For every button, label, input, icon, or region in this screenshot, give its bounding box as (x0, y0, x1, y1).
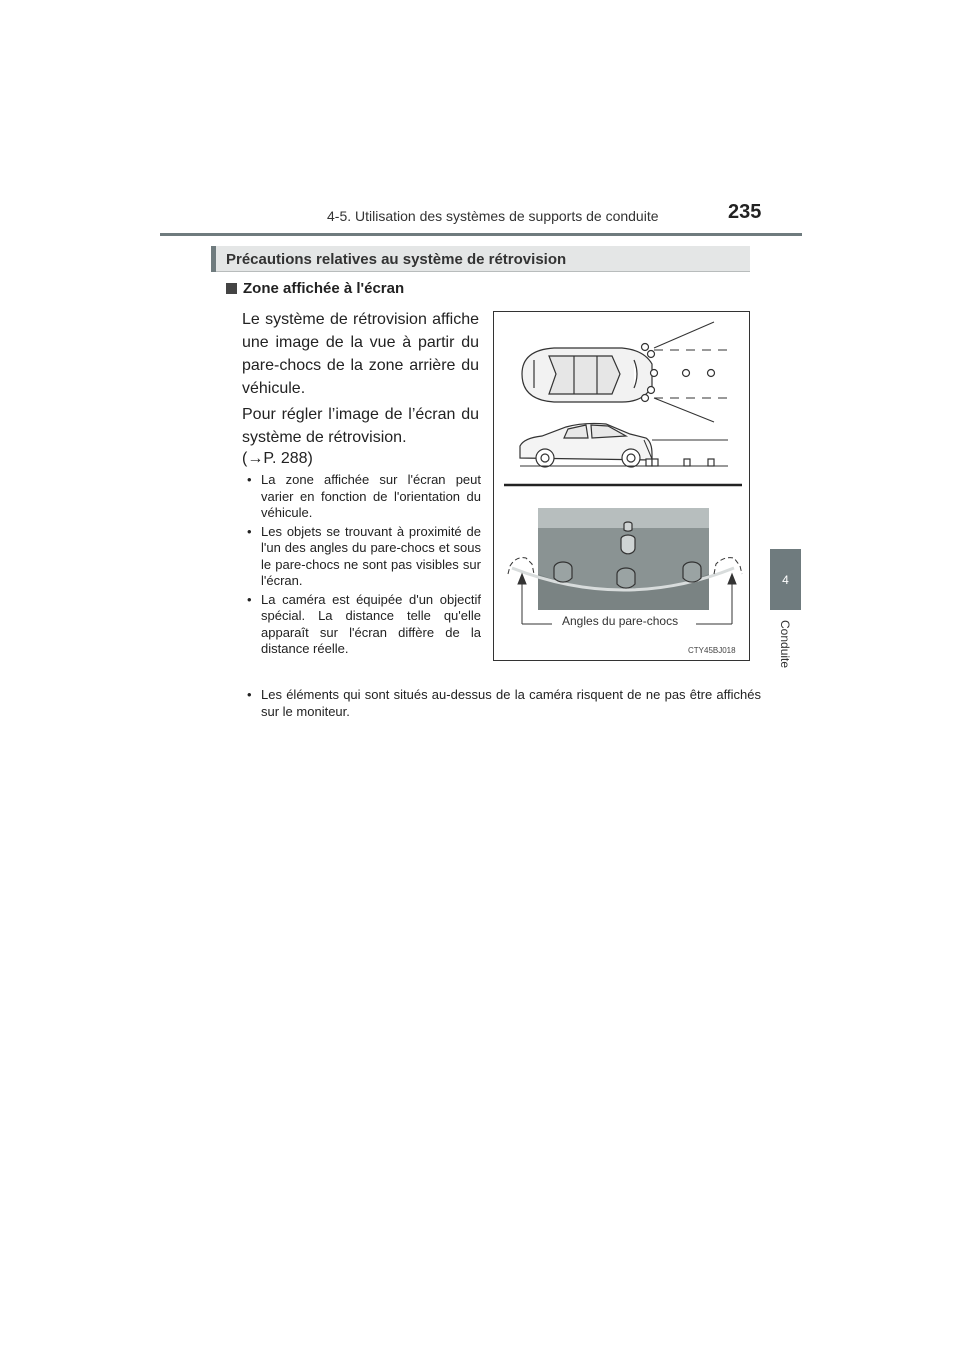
subheading (226, 280, 404, 297)
section-title: Précautions relatives au système de rétrovision (226, 251, 567, 268)
sensor-circles-icon (642, 344, 715, 402)
list-item: • La caméra est équipée d'un objectif spécial. La distance telle qu'elle apparaît sur l'écran diffère de la distance réelle. (244, 592, 481, 658)
section-marker (211, 246, 216, 272)
figure-caption: Angles du pare-chocs (559, 614, 681, 628)
list-item: • Les objets se trouvant à proximité de l'un des angles du pare-chocs et sous le pare-chocs ne sont pas visibles sur l'écran. (244, 524, 481, 590)
camera-view-illustration (493, 311, 750, 661)
list-item-wide: • Les éléments qui sont situés au-dessus de la caméra risquent de ne pas être affichés sur le moniteur. (244, 686, 761, 720)
paragraph-1: Le système de rétrovision affiche une image de la vue à partir du pare-chocs de la zone arrière du véhicule. (242, 311, 479, 397)
camera-screen-view (512, 508, 734, 610)
chapter-number: 4 (782, 572, 789, 587)
square-bullet-icon (226, 283, 237, 294)
chapter-label: Conduite (778, 620, 792, 669)
bullet-list (244, 472, 481, 660)
subheading-text: Zone affichée à l'écran (243, 280, 405, 297)
paragraph-2: Pour régler l’image de l’écran du système de rétrovision. (242, 406, 479, 446)
ground-markers-icon (646, 459, 714, 466)
header-rule (160, 233, 802, 236)
page-reference-link[interactable]: (→P. 288) (242, 450, 313, 467)
figure-code: CTY45BJ018 (688, 646, 736, 655)
view-angle-lines (654, 322, 728, 422)
illustration-drawing (494, 312, 751, 662)
chapter-tab[interactable] (770, 549, 801, 610)
list-item: • La zone affichée sur l'écran peut varier en fonction de l'orientation du véhicule. (244, 472, 481, 522)
car-side-view-icon (520, 423, 652, 467)
car-top-view-icon (522, 348, 652, 402)
running-header: 4-5. Utilisation des systèmes de supports de conduite (327, 208, 659, 224)
page-number: 235 (728, 201, 762, 223)
